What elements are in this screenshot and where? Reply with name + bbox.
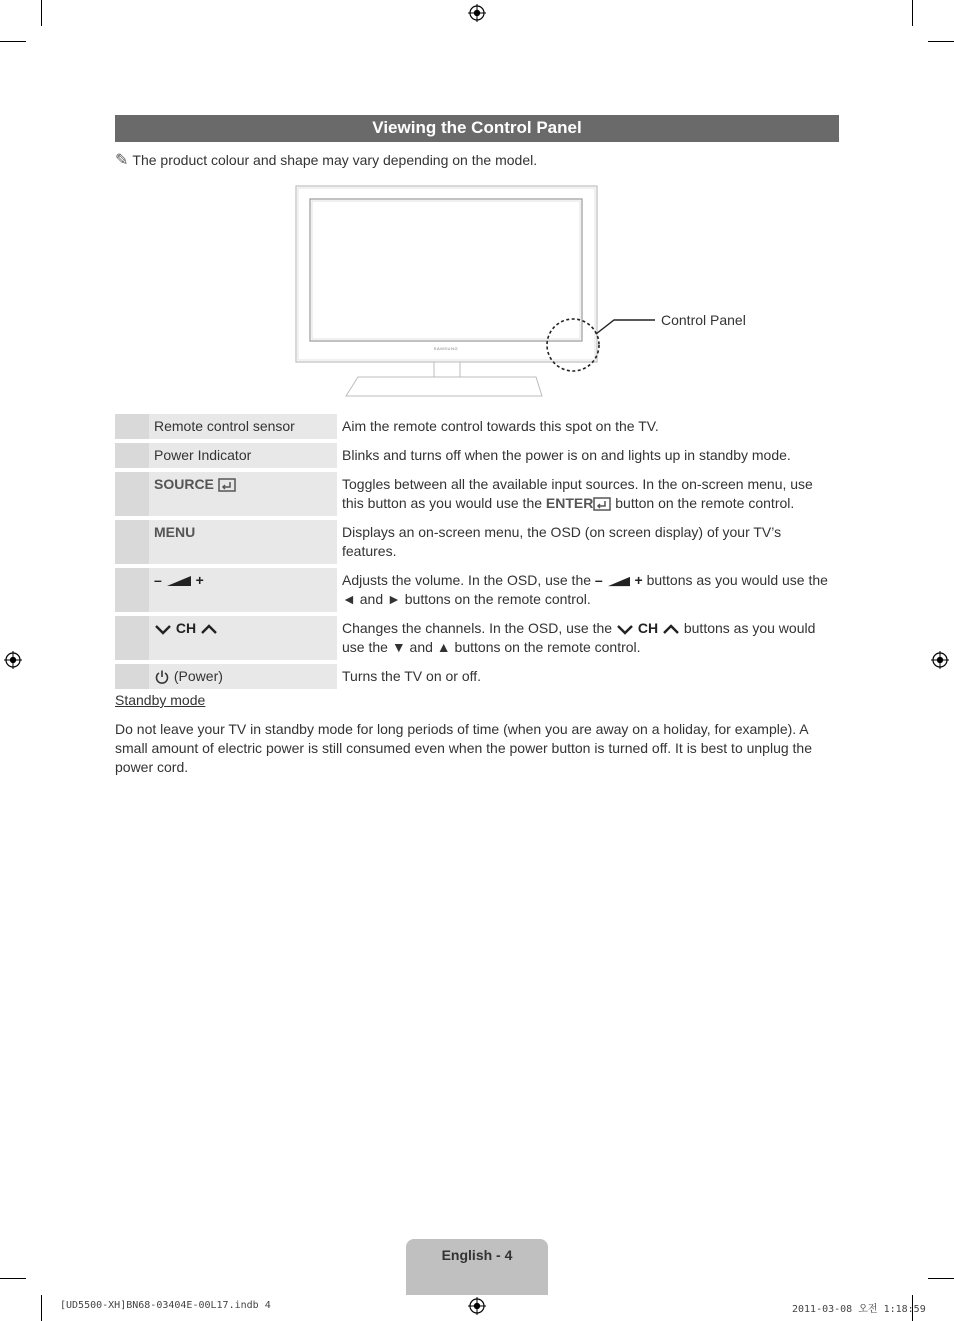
crop-mark [0, 41, 26, 42]
chevron-up-icon [200, 623, 218, 635]
power-icon [154, 669, 170, 685]
description-text: button on the remote control. [615, 495, 795, 511]
enter-icon [593, 497, 611, 511]
standby-paragraph: Do not leave your TV in standby mode for long periods of time (when you are away on a holiday, for example). A small amount of electric power is still consumed even when the power button is turned off. It is best to unplug the power cord. [115, 721, 813, 775]
control-description: Turns the TV on or off. [342, 668, 482, 684]
chevron-up-icon [662, 623, 680, 635]
control-panel-table [115, 410, 839, 693]
print-timestamp: 2011-03-08 오전 1:18:59 [792, 1304, 926, 1315]
control-name: MENU [149, 520, 337, 564]
table-row [115, 443, 839, 468]
control-description: Blinks and turns off when the power is on and lights up in standby mode. [342, 447, 791, 463]
volume-icon [166, 575, 192, 587]
section-title: Viewing the Control Panel [115, 115, 839, 142]
description-text: Toggles between all the available input sources. In the on-screen menu, use this button as you would use the [342, 476, 813, 511]
tv-illustration [280, 180, 780, 405]
description-text: Adjusts the volume. In the OSD, use the [342, 572, 592, 588]
volume-minus-label: – [594, 572, 603, 588]
page-label: English - 4 [441, 1247, 513, 1263]
control-panel-label: Control Panel [661, 312, 746, 328]
volume-icon [607, 576, 631, 587]
control-description [337, 616, 839, 660]
enter-label: ENTER [545, 495, 594, 511]
row-marker [115, 664, 149, 689]
crop-mark [928, 41, 954, 42]
table-row [115, 568, 839, 612]
volume-plus-label: + [195, 572, 204, 588]
pencil-note-icon: ✎ [115, 152, 129, 169]
control-description [337, 472, 839, 516]
crop-mark [912, 0, 913, 26]
callout-line [596, 320, 655, 334]
channel-label: CH [175, 620, 197, 636]
registration-mark-icon [468, 1297, 486, 1315]
volume-minus-label: – [154, 572, 162, 588]
registration-mark-icon [931, 651, 949, 669]
crop-mark [928, 1278, 954, 1279]
description-text: buttons as you would use the ◄ and ► buttons on the remote control. [342, 572, 828, 607]
description-text: Changes the channels. In the OSD, use the [342, 620, 613, 636]
row-marker [115, 414, 149, 439]
model-note-text: The product colour and shape may vary depending on the model. [132, 152, 538, 168]
row-marker [115, 520, 149, 564]
source-label: SOURCE [154, 476, 214, 492]
crop-mark [41, 1295, 42, 1321]
control-name [149, 664, 337, 689]
control-name [149, 472, 337, 516]
crop-mark [0, 1278, 26, 1279]
control-name [149, 616, 337, 660]
table-row [115, 520, 839, 564]
enter-icon [218, 478, 236, 492]
model-note [115, 150, 537, 170]
tv-screen [310, 199, 582, 341]
registration-mark-icon [4, 651, 22, 669]
control-description: Displays an on-screen menu, the OSD (on screen display) of your TV’s features. [342, 524, 782, 559]
file-info: [UD5500-XH]BN68-03404E-00L17.indb 4 [60, 1300, 271, 1311]
description-text: buttons as you would use the ▼ and ▲ buttons on the remote control. [342, 620, 816, 655]
crop-mark [41, 0, 42, 26]
row-marker [115, 443, 149, 468]
row-marker [115, 472, 149, 516]
row-marker [115, 616, 149, 660]
control-description: Aim the remote control towards this spot on the TV. [342, 418, 659, 434]
control-name: Remote control sensor [149, 414, 337, 439]
table-row [115, 616, 839, 660]
registration-mark-icon [468, 4, 486, 22]
control-description [337, 568, 839, 612]
table-row [115, 472, 839, 516]
table-row [115, 414, 839, 439]
row-marker [115, 568, 149, 612]
tv-brand-logo: SAMSUNG [433, 346, 459, 351]
tv-stand-base [346, 377, 542, 396]
table-row [115, 664, 839, 689]
chevron-down-icon [154, 623, 172, 635]
chevron-down-icon [616, 623, 634, 635]
channel-label: CH [637, 620, 659, 636]
control-name [149, 568, 337, 612]
power-label: (Power) [173, 668, 223, 684]
page-number-tab [406, 1239, 548, 1295]
standby-heading: Standby mode [115, 692, 206, 708]
volume-plus-label: + [634, 572, 643, 588]
control-name: Power Indicator [149, 443, 337, 468]
